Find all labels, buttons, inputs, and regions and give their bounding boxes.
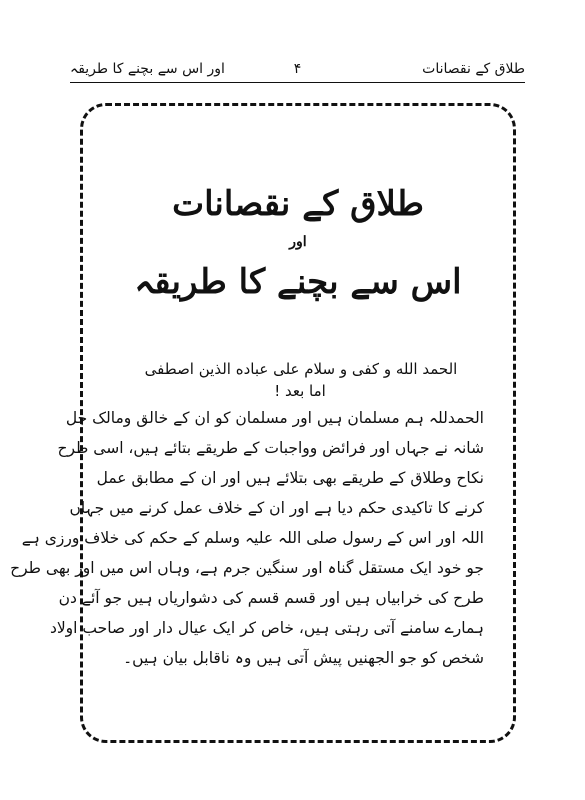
header-rule: [70, 82, 525, 83]
body-line: ہمارے سامنے آتی رہتی ہیں، خاص کر ایک عیال دار اور صاحب اولاد: [49, 619, 484, 637]
body-line: شخص کو جو الجھنیں پیش آتی ہیں وہ ناقابل بیان ہیں۔: [123, 649, 484, 667]
opening-amma-baad: اما بعد !: [274, 382, 326, 400]
opening-praise: الحمد الله و کفی و سلام علی عباده الذین اصطفی: [144, 360, 458, 378]
header-subtitle: اور اس سے بچنے کا طریقہ: [70, 61, 225, 77]
body-paragraph: [10, 403, 484, 673]
running-header: [70, 58, 525, 82]
body-line: شانہ نے جہاں اور فرائض وواجبات کے طریقے بتائے ہیں، اسی طرح: [57, 439, 484, 457]
body-line: کرنے کا تاکیدی حکم دیا ہے اور ان کے خلاف عمل کرنے میں جہاں: [69, 499, 484, 517]
header-book-title: طلاق کے نقصانات: [422, 61, 525, 77]
body-line: طرح کی خرابیاں ہیں اور قسم قسم کی دشواریاں ہیں جو آئے دن: [58, 589, 484, 607]
title-conjunction: اور: [289, 234, 307, 250]
title-line-1: طلاق کے نقصانات: [172, 184, 424, 224]
body-line: نکاح وطلاق کے طریقے بھی بتلائے ہیں اور ان کے مطابق عمل: [96, 469, 484, 487]
title-line-2: اس سے بچنے کا طریقہ: [134, 262, 462, 302]
body-line: الحمدللہ ہم مسلمان ہیں اور مسلمان کو ان کے خالق ومالک جل: [65, 409, 484, 427]
header-page-number: ۴: [293, 61, 302, 77]
body-line: اللہ اور اس کے رسول صلی اللہ علیہ وسلم کے حکم کی خلاف ورزی ہے: [21, 529, 484, 547]
body-line: جو خود ایک مستقل گناہ اور سنگین جرم ہے، وہاں اس میں اور بھی طرح: [10, 559, 484, 577]
